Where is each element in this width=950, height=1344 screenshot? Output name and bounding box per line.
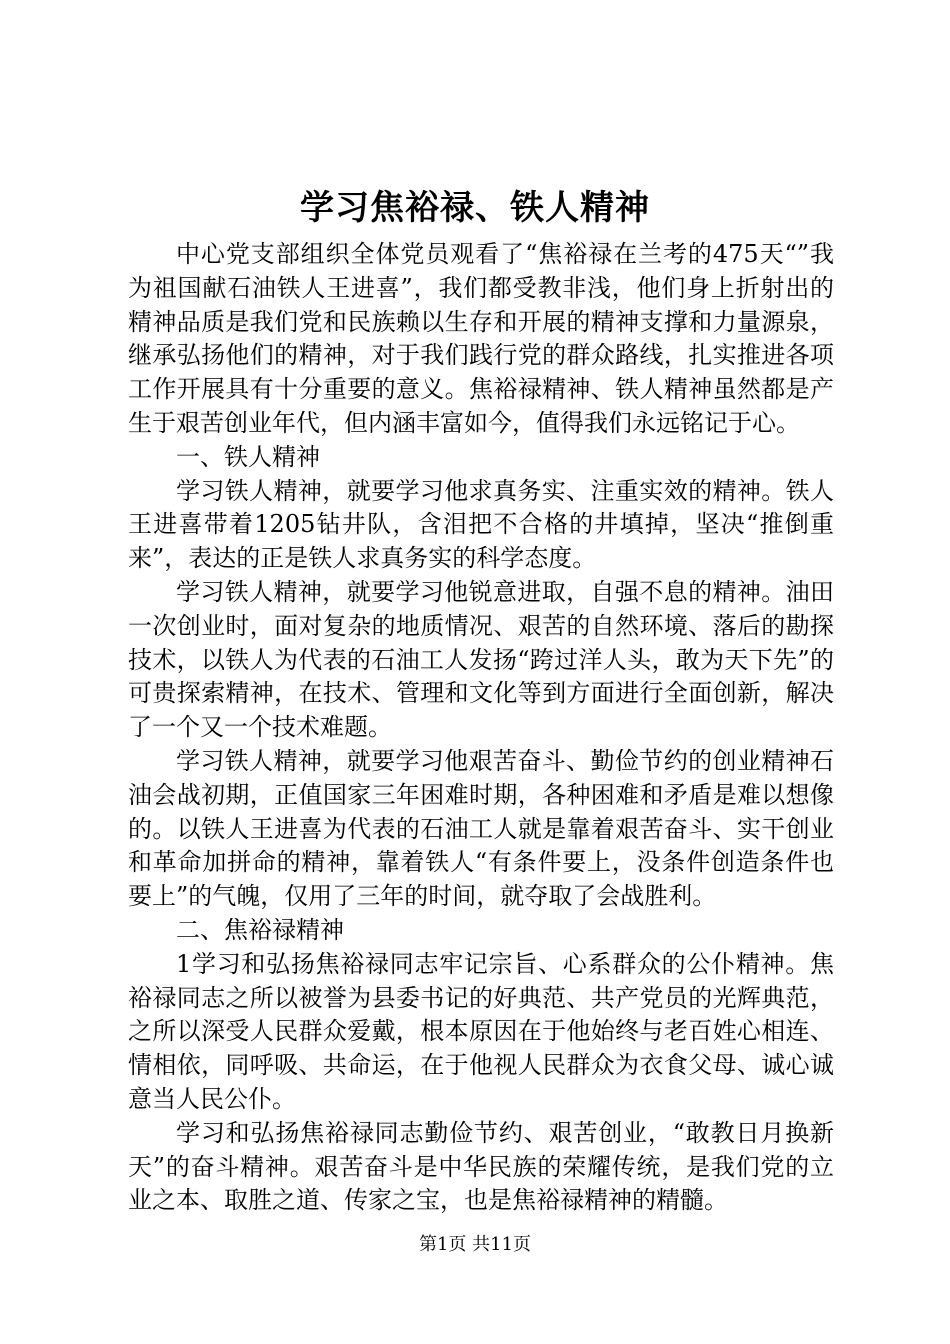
paragraph-iron-man-progress: 学习铁人精神，就要学习他锐意进取，自强不息的精神。油田一次创业时，面对复杂的地质情况、艰苦的自然环境、落后的勘探技术，以铁人为代表的石油工人发扬“跨过洋人头，敢为天下先”的可贵探索精神，在技术、管理和文化等到方面进行全面创新，解决了一个又一个技术难题。 <box>128 577 834 742</box>
page-number-footer: 第1页 共11页 <box>418 1234 532 1255</box>
section-heading-jiao-yulu: 二、焦裕禄精神 <box>176 915 344 944</box>
section-heading-iron-man: 一、铁人精神 <box>176 442 320 471</box>
document-body <box>128 238 834 1218</box>
paragraph-intro: 中心党支部组织全体党员观看了“焦裕禄在兰考的475天“”我为祖国献石油铁人王进喜”，我们都受教非浅，他们身上折射出的精神品质是我们党和民族赖以生存和开展的精神支撑和力量源泉，继承弘扬他们的精神，对于我们践行党的群众路线，扎实推进各项工作开展具有十分重要的意义。焦裕禄精神、铁人精神虽然都是产生于艰苦创业年代，但内涵丰富如今，值得我们永远铭记于心。 <box>128 240 834 437</box>
paragraph-iron-man-pragmatic: 学习铁人精神，就要学习他求真务实、注重实效的精神。铁人王进喜带着1205钻井队，含泪把不合格的井填掉，坚决“推倒重来”，表达的正是铁人求真务实的科学态度。 <box>128 476 834 573</box>
paragraph-jiao-yulu-frugal: 学习和弘扬焦裕禄同志勤俭节约、艰苦创业，“敢教日月换新天”的奋斗精神。艰苦奋斗是中华民族的荣耀传统，是我们党的立业之本、取胜之道、传家之宝，也是焦裕禄精神的精髓。 <box>128 1118 834 1215</box>
paragraph-jiao-yulu-servant: 1学习和弘扬焦裕禄同志牢记宗旨、心系群众的公仆精神。焦裕禄同志之所以被誉为县委书记的好典范、共产党员的光辉典范，之所以深受人民群众爱戴，根本原因在于他始终与老百姓心相连、情相依，同呼吸、共命运，在于他视人民群众为衣食父母、诚心诚意当人民公仆。 <box>128 949 834 1113</box>
document-title: 学习焦裕禄、铁人精神 <box>300 188 650 228</box>
paragraph-iron-man-hardwork: 学习铁人精神，就要学习他艰苦奋斗、勤俭节约的创业精神石油会战初期，正值国家三年困难时期，各种困难和矛盾是难以想像的。以铁人王进喜为代表的石油工人就是靠着艰苦奋斗、实干创业和革命加拼命的精神，靠着铁人“有条件要上，没条件创造条件也要上”的气魄，仅用了三年的时间，就夺取了会战胜利。 <box>128 746 834 911</box>
